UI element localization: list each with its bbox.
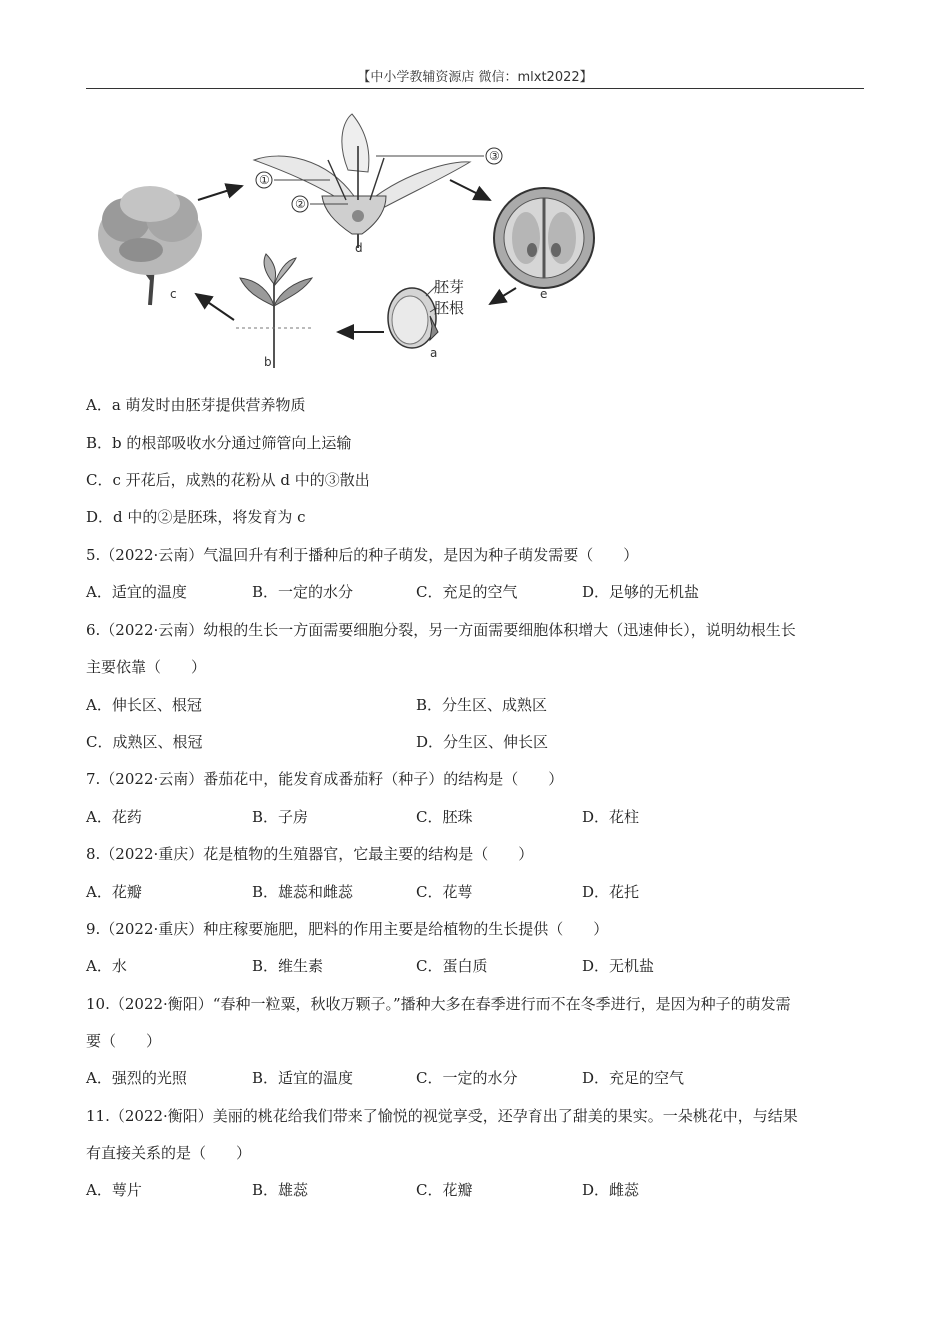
q6-option-b: B．分生区、成熟区: [416, 696, 548, 714]
label-embryo-bud: 胚芽: [434, 278, 465, 296]
q10-option-c: C．一定的水分: [416, 1069, 518, 1087]
page-header: [86, 62, 864, 89]
label-circle-2: ②: [295, 197, 306, 211]
q5-option-b: B．一定的水分: [252, 583, 354, 601]
seedling-illustration: [236, 254, 312, 368]
q6-option-c: C．成熟区、根冠: [86, 733, 203, 751]
q8-option-d: D．花托: [582, 883, 640, 901]
label-b: b: [264, 355, 272, 369]
label-circle-1: ①: [259, 173, 270, 187]
q6-option-a: A．伸长区、根冠: [86, 696, 202, 714]
q7-option-c: C．胚珠: [416, 808, 473, 826]
q8-option-a: A．花瓣: [86, 883, 142, 901]
header-text: 【中小学教辅资源店 微信：mlxt2022】: [357, 70, 593, 85]
q6-option-d: D．分生区、伸长区: [416, 733, 549, 751]
arrow-flower-to-fruit: [450, 180, 490, 200]
q9-stem: 9.（2022·重庆）种庄稼要施肥，肥料的作用主要是给植物的生长提供（ ）: [86, 920, 609, 938]
q9-option-c: C．蛋白质: [416, 957, 488, 975]
label-e: e: [540, 287, 548, 301]
q9-option-b: B．维生素: [252, 957, 324, 975]
q5-option-c: C．充足的空气: [416, 583, 518, 601]
q8-stem: 8.（2022·重庆）花是植物的生殖器官，它最主要的结构是（ ）: [86, 845, 534, 863]
q5-option-a: A．适宜的温度: [86, 583, 187, 601]
q4-option-a: A．a 萌发时由胚芽提供营养物质: [86, 396, 306, 414]
q11-stem-line1: 11.（2022·衡阳）美丽的桃花给我们带来了愉悦的视觉享受，还孕育出了甜美的果实。一朵桃花中，与结果: [86, 1107, 798, 1125]
plant-life-cycle-figure: [86, 100, 646, 380]
q6-stem-line1: 6.（2022·云南）幼根的生长一方面需要细胞分裂，另一方面需要细胞体积增大（迅速伸长），说明幼根生长: [86, 621, 796, 639]
q9-option-d: D．无机盐: [582, 957, 655, 975]
label-d: d: [355, 241, 363, 255]
q4-option-d: D．d 中的②是胚珠，将发育为 c: [86, 508, 306, 526]
q10-option-b: B．适宜的温度: [252, 1069, 354, 1087]
arrow-tree-to-flower: [198, 186, 242, 200]
q8-option-b: B．雄蕊和雌蕊: [252, 883, 354, 901]
q5-option-d: D．足够的无机盐: [582, 583, 700, 601]
q7-option-d: D．花柱: [582, 808, 640, 826]
q11-option-d: D．雌蕊: [582, 1181, 640, 1199]
q7-stem: 7.（2022·云南）番茄花中，能发育成番茄籽（种子）的结构是（ ）: [86, 770, 564, 788]
flower-cross-section: [254, 114, 470, 248]
q10-option-a: A．强烈的光照: [86, 1069, 187, 1087]
q11-option-a: A．萼片: [86, 1181, 142, 1199]
label-c: c: [170, 287, 177, 301]
q11-option-c: C．花瓣: [416, 1181, 473, 1199]
tree-illustration: [98, 186, 202, 305]
q7-option-b: B．子房: [252, 808, 309, 826]
label-embryo-root: 胚根: [434, 299, 465, 317]
fruit-cross-section: [494, 188, 594, 288]
q10-option-d: D．充足的空气: [582, 1069, 685, 1087]
q8-option-c: C．花萼: [416, 883, 473, 901]
arrow-fruit-to-seed: [490, 288, 516, 304]
arrow-seedling-to-tree: [196, 294, 234, 320]
q6-stem-line2: 主要依靠（ ）: [86, 658, 207, 676]
q11-stem-line2: 有直接关系的是（ ）: [86, 1144, 252, 1162]
q11-option-b: B．雄蕊: [252, 1181, 309, 1199]
q4-option-c: C．c 开花后，成熟的花粉从 d 中的③散出: [86, 471, 370, 489]
q7-option-a: A．花药: [86, 808, 142, 826]
q9-option-a: A．水: [86, 957, 127, 975]
q4-option-b: B．b 的根部吸收水分通过筛管向上运输: [86, 434, 352, 452]
q10-stem-line1: 10.（2022·衡阳）“春种一粒粟，秋收万颗子。”播种大多在春季进行而不在冬季进行，是因为种子的萌发需: [86, 995, 791, 1013]
q5-stem: 5.（2022·云南）气温回升有利于播种后的种子萌发，是因为种子萌发需要（ ）: [86, 546, 639, 564]
seed-illustration: [388, 288, 438, 348]
label-a: a: [430, 346, 438, 360]
q10-stem-line2: 要（ ）: [86, 1032, 162, 1050]
label-circle-3: ③: [489, 149, 500, 163]
